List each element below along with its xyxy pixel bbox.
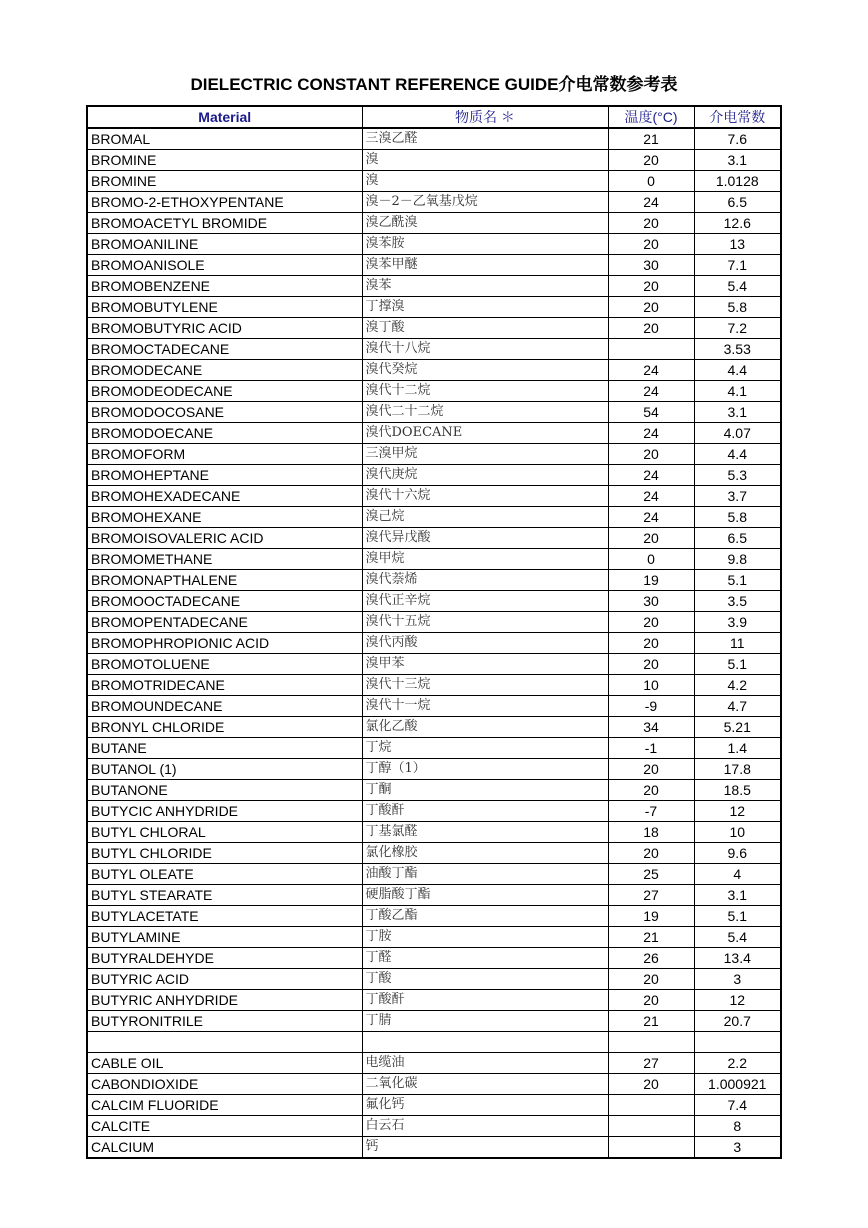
chinese-name-cell: 溴苯 (362, 276, 608, 297)
material-cell: BROMODOCOSANE (87, 402, 362, 423)
temperature-cell: 0 (608, 171, 694, 192)
dielectric-constant-cell: 13.4 (694, 948, 781, 969)
temperature-cell: 20 (608, 654, 694, 675)
temperature-cell: 20 (608, 843, 694, 864)
table-row (87, 1116, 781, 1137)
dielectric-constant-cell: 12.6 (694, 213, 781, 234)
table-row (87, 927, 781, 948)
dielectric-constant-cell: 9.6 (694, 843, 781, 864)
temperature-cell: 21 (608, 1011, 694, 1032)
dielectric-constant-cell: 1.000921 (694, 1074, 781, 1095)
chinese-name-cell: 溴代十六烷 (362, 486, 608, 507)
material-cell: CABONDIOXIDE (87, 1074, 362, 1095)
dielectric-constant-cell: 18.5 (694, 780, 781, 801)
temperature-cell: 10 (608, 675, 694, 696)
chinese-name-cell: 丁酸酐 (362, 990, 608, 1011)
temperature-cell: 24 (608, 192, 694, 213)
temperature-cell: 20 (608, 213, 694, 234)
chinese-name-cell: 丁醇（1） (362, 759, 608, 780)
material-cell: BROMOCTADECANE (87, 339, 362, 360)
chinese-name-cell: 溴代庚烷 (362, 465, 608, 486)
material-cell: BROMOANISOLE (87, 255, 362, 276)
temperature-cell: 24 (608, 486, 694, 507)
material-cell: BROMOMETHANE (87, 549, 362, 570)
dielectric-constant-cell: 5.1 (694, 906, 781, 927)
chinese-name-cell: 丁撑溴 (362, 297, 608, 318)
temperature-cell: 18 (608, 822, 694, 843)
temperature-cell (608, 1032, 694, 1053)
table-row (87, 717, 781, 738)
chinese-name-cell: 丁醛 (362, 948, 608, 969)
chinese-name-cell: 丁酸酐 (362, 801, 608, 822)
material-cell: BUTYL OLEATE (87, 864, 362, 885)
dielectric-constant-cell: 7.2 (694, 318, 781, 339)
material-cell: BROMINE (87, 150, 362, 171)
dielectric-constant-cell: 3 (694, 969, 781, 990)
temperature-cell: 20 (608, 318, 694, 339)
temperature-cell: 21 (608, 128, 694, 150)
dielectric-constant-cell: 11 (694, 633, 781, 654)
temperature-cell (608, 339, 694, 360)
temperature-cell: 30 (608, 591, 694, 612)
table-row (87, 759, 781, 780)
dielectric-constant-cell: 4.7 (694, 696, 781, 717)
temperature-cell: 24 (608, 507, 694, 528)
material-cell: BROMODEODECANE (87, 381, 362, 402)
dielectric-constant-cell: 7.4 (694, 1095, 781, 1116)
chinese-name-cell: 钙 (362, 1137, 608, 1159)
dielectric-constant-cell: 3.1 (694, 402, 781, 423)
temperature-cell: 27 (608, 1053, 694, 1074)
material-cell: BROMOISOVALERIC ACID (87, 528, 362, 549)
dielectric-constant-cell: 3 (694, 1137, 781, 1159)
table-row (87, 444, 781, 465)
dielectric-constant-cell: 17.8 (694, 759, 781, 780)
temperature-cell: 19 (608, 906, 694, 927)
dielectric-table (86, 105, 782, 1159)
table-row (87, 276, 781, 297)
temperature-cell: 20 (608, 990, 694, 1011)
material-cell: BUTYLACETATE (87, 906, 362, 927)
chinese-name-cell: 丁胺 (362, 927, 608, 948)
chinese-name-cell: 溴甲烷 (362, 549, 608, 570)
material-cell: BROMOBENZENE (87, 276, 362, 297)
temperature-cell: 20 (608, 633, 694, 654)
dielectric-constant-cell: 8 (694, 1116, 781, 1137)
chinese-name-cell: 溴代DOECANE (362, 423, 608, 444)
material-cell: BUTYLAMINE (87, 927, 362, 948)
material-cell: BROMOOCTADECANE (87, 591, 362, 612)
material-cell: BROMOBUTYLENE (87, 297, 362, 318)
material-cell: BROMOUNDECANE (87, 696, 362, 717)
chinese-name-cell: 溴苯胺 (362, 234, 608, 255)
dielectric-constant-cell: 2.2 (694, 1053, 781, 1074)
chinese-name-cell: 溴－2－乙氧基戊烷 (362, 192, 608, 213)
table-row (87, 549, 781, 570)
chinese-name-cell: 氟化钙 (362, 1095, 608, 1116)
dielectric-constant-cell: 1.4 (694, 738, 781, 759)
dielectric-constant-cell: 4.1 (694, 381, 781, 402)
table-row (87, 360, 781, 381)
header-material: Material (87, 106, 362, 128)
temperature-cell: 20 (608, 297, 694, 318)
temperature-cell: 20 (608, 234, 694, 255)
table-row (87, 822, 781, 843)
temperature-cell: 20 (608, 1074, 694, 1095)
chinese-name-cell: 丁酮 (362, 780, 608, 801)
header-chinese-name: 物质名 ＊ (362, 106, 608, 128)
chinese-name-cell: 氯化乙酸 (362, 717, 608, 738)
temperature-cell: -7 (608, 801, 694, 822)
temperature-cell: 54 (608, 402, 694, 423)
table-row (87, 633, 781, 654)
chinese-name-cell: 电缆油 (362, 1053, 608, 1074)
material-cell: BROMOHEXADECANE (87, 486, 362, 507)
material-cell: BRONYL CHLORIDE (87, 717, 362, 738)
table-row (87, 486, 781, 507)
temperature-cell: 24 (608, 465, 694, 486)
dielectric-constant-cell: 3.7 (694, 486, 781, 507)
chinese-name-cell: 丁酸 (362, 969, 608, 990)
table-row (87, 1032, 781, 1053)
material-cell: CALCIM FLUORIDE (87, 1095, 362, 1116)
chinese-name-cell: 三溴乙醛 (362, 128, 608, 150)
table-row (87, 150, 781, 171)
chinese-name-cell: 白云石 (362, 1116, 608, 1137)
dielectric-constant-cell: 5.8 (694, 297, 781, 318)
chinese-name-cell: 溴甲苯 (362, 654, 608, 675)
table-row (87, 780, 781, 801)
temperature-cell: -1 (608, 738, 694, 759)
material-cell: BROMOTRIDECANE (87, 675, 362, 696)
material-cell: BROMAL (87, 128, 362, 150)
chinese-name-cell: 溴 (362, 171, 608, 192)
table-row (87, 128, 781, 150)
chinese-name-cell: 溴苯甲醚 (362, 255, 608, 276)
table-row (87, 990, 781, 1011)
dielectric-constant-cell: 3.5 (694, 591, 781, 612)
dielectric-constant-cell: 4.2 (694, 675, 781, 696)
table-row (87, 654, 781, 675)
table-row (87, 1095, 781, 1116)
material-cell (87, 1032, 362, 1053)
material-cell: BUTANE (87, 738, 362, 759)
table-row (87, 171, 781, 192)
chinese-name-cell: 硬脂酸丁酯 (362, 885, 608, 906)
table-row (87, 591, 781, 612)
table-row (87, 507, 781, 528)
chinese-name-cell: 油酸丁酯 (362, 864, 608, 885)
material-cell: BUTYL STEARATE (87, 885, 362, 906)
material-cell: BROMOHEXANE (87, 507, 362, 528)
dielectric-constant-cell (694, 1032, 781, 1053)
temperature-cell: 30 (608, 255, 694, 276)
chinese-name-cell: 溴乙酰溴 (362, 213, 608, 234)
temperature-cell (608, 1095, 694, 1116)
temperature-cell: 20 (608, 759, 694, 780)
dielectric-constant-cell: 4.07 (694, 423, 781, 444)
dielectric-constant-cell: 5.1 (694, 654, 781, 675)
table-header-row (87, 106, 781, 128)
temperature-cell: 24 (608, 360, 694, 381)
table-row (87, 1074, 781, 1095)
dielectric-constant-cell: 12 (694, 990, 781, 1011)
temperature-cell: 19 (608, 570, 694, 591)
table-row (87, 297, 781, 318)
dielectric-constant-cell: 5.4 (694, 927, 781, 948)
dielectric-constant-cell: 5.8 (694, 507, 781, 528)
material-cell: BUTYCIC ANHYDRIDE (87, 801, 362, 822)
table-row (87, 948, 781, 969)
chinese-name-cell: 溴代癸烷 (362, 360, 608, 381)
table-row (87, 381, 781, 402)
temperature-cell: 20 (608, 780, 694, 801)
material-cell: CALCIUM (87, 1137, 362, 1159)
dielectric-constant-cell: 5.3 (694, 465, 781, 486)
material-cell: BUTYL CHLORIDE (87, 843, 362, 864)
material-cell: BROMONAPTHALENE (87, 570, 362, 591)
temperature-cell: -9 (608, 696, 694, 717)
dielectric-constant-cell: 10 (694, 822, 781, 843)
material-cell: BROMINE (87, 171, 362, 192)
material-cell: BUTYRONITRILE (87, 1011, 362, 1032)
material-cell: BROMOTOLUENE (87, 654, 362, 675)
table-row (87, 234, 781, 255)
temperature-cell: 34 (608, 717, 694, 738)
table-row (87, 612, 781, 633)
table-row (87, 570, 781, 591)
dielectric-constant-cell: 7.6 (694, 128, 781, 150)
table-row (87, 213, 781, 234)
temperature-cell: 24 (608, 381, 694, 402)
table-row (87, 318, 781, 339)
table-row (87, 423, 781, 444)
chinese-name-cell: 溴代十一烷 (362, 696, 608, 717)
table-row (87, 1053, 781, 1074)
dielectric-constant-cell: 4 (694, 864, 781, 885)
chinese-name-cell: 丁烷 (362, 738, 608, 759)
header-dielectric-constant: 介电常数 (694, 106, 781, 128)
chinese-name-cell: 二氧化碳 (362, 1074, 608, 1095)
table-row (87, 969, 781, 990)
chinese-name-cell: 溴代十二烷 (362, 381, 608, 402)
material-cell: BUTANONE (87, 780, 362, 801)
material-cell: BROMODOECANE (87, 423, 362, 444)
dielectric-constant-cell: 3.9 (694, 612, 781, 633)
table-row (87, 528, 781, 549)
material-cell: BROMOFORM (87, 444, 362, 465)
material-cell: BUTYRIC ANHYDRIDE (87, 990, 362, 1011)
chinese-name-cell: 溴己烷 (362, 507, 608, 528)
chinese-name-cell: 丁腈 (362, 1011, 608, 1032)
table-row (87, 906, 781, 927)
temperature-cell (608, 1116, 694, 1137)
header-temperature: 温度(°C) (608, 106, 694, 128)
table-row (87, 801, 781, 822)
dielectric-constant-cell: 6.5 (694, 192, 781, 213)
dielectric-constant-cell: 12 (694, 801, 781, 822)
table-row (87, 465, 781, 486)
chinese-name-cell: 氯化橡胶 (362, 843, 608, 864)
chinese-name-cell (362, 1032, 608, 1053)
material-cell: BROMOPENTADECANE (87, 612, 362, 633)
dielectric-constant-cell: 3.1 (694, 885, 781, 906)
temperature-cell: 20 (608, 969, 694, 990)
material-cell: CABLE OIL (87, 1053, 362, 1074)
chinese-name-cell: 丁基氯醛 (362, 822, 608, 843)
chinese-name-cell: 溴 (362, 150, 608, 171)
dielectric-constant-cell: 5.1 (694, 570, 781, 591)
table-row (87, 675, 781, 696)
material-cell: BROMOHEPTANE (87, 465, 362, 486)
temperature-cell: 20 (608, 528, 694, 549)
dielectric-constant-cell: 20.7 (694, 1011, 781, 1032)
chinese-name-cell: 三溴甲烷 (362, 444, 608, 465)
chinese-name-cell: 丁酸乙酯 (362, 906, 608, 927)
chinese-name-cell: 溴代异戊酸 (362, 528, 608, 549)
material-cell: BUTANOL (1) (87, 759, 362, 780)
material-cell: BROMO-2-ETHOXYPENTANE (87, 192, 362, 213)
material-cell: BROMOANILINE (87, 234, 362, 255)
material-cell: BROMOBUTYRIC ACID (87, 318, 362, 339)
page-title: DIELECTRIC CONSTANT REFERENCE GUIDE介电常数参考表 (190, 75, 678, 94)
dielectric-constant-cell: 4.4 (694, 360, 781, 381)
dielectric-constant-cell: 13 (694, 234, 781, 255)
dielectric-constant-cell: 5.4 (694, 276, 781, 297)
temperature-cell (608, 1137, 694, 1159)
table-row (87, 864, 781, 885)
temperature-cell: 20 (608, 444, 694, 465)
temperature-cell: 26 (608, 948, 694, 969)
material-cell: BUTYRIC ACID (87, 969, 362, 990)
material-cell: BUTYRALDEHYDE (87, 948, 362, 969)
table-row (87, 255, 781, 276)
chinese-name-cell: 溴代二十二烷 (362, 402, 608, 423)
table-row (87, 402, 781, 423)
table-row (87, 843, 781, 864)
table-row (87, 192, 781, 213)
material-cell: CALCITE (87, 1116, 362, 1137)
chinese-name-cell: 溴代正辛烷 (362, 591, 608, 612)
temperature-cell: 24 (608, 423, 694, 444)
dielectric-constant-cell: 3.1 (694, 150, 781, 171)
temperature-cell: 20 (608, 276, 694, 297)
dielectric-constant-cell: 9.8 (694, 549, 781, 570)
table-row (87, 696, 781, 717)
table-row (87, 1011, 781, 1032)
dielectric-constant-cell: 6.5 (694, 528, 781, 549)
table-row (87, 738, 781, 759)
chinese-name-cell: 溴代十五烷 (362, 612, 608, 633)
dielectric-constant-cell: 1.0128 (694, 171, 781, 192)
material-cell: BROMOPHROPIONIC ACID (87, 633, 362, 654)
chinese-name-cell: 溴代十八烷 (362, 339, 608, 360)
chinese-name-cell: 溴代十三烷 (362, 675, 608, 696)
chinese-name-cell: 溴代丙酸 (362, 633, 608, 654)
temperature-cell: 0 (608, 549, 694, 570)
chinese-name-cell: 溴代萘烯 (362, 570, 608, 591)
temperature-cell: 21 (608, 927, 694, 948)
dielectric-constant-cell: 5.21 (694, 717, 781, 738)
temperature-cell: 25 (608, 864, 694, 885)
dielectric-constant-cell: 7.1 (694, 255, 781, 276)
table-row (87, 1137, 781, 1159)
material-cell: BROMOACETYL BROMIDE (87, 213, 362, 234)
table-body (87, 128, 781, 1158)
material-cell: BROMODECANE (87, 360, 362, 381)
material-cell: BUTYL CHLORAL (87, 822, 362, 843)
chinese-name-cell: 溴丁酸 (362, 318, 608, 339)
dielectric-constant-cell: 3.53 (694, 339, 781, 360)
temperature-cell: 27 (608, 885, 694, 906)
dielectric-constant-cell: 4.4 (694, 444, 781, 465)
temperature-cell: 20 (608, 150, 694, 171)
table-row (87, 339, 781, 360)
table-row (87, 885, 781, 906)
temperature-cell: 20 (608, 612, 694, 633)
